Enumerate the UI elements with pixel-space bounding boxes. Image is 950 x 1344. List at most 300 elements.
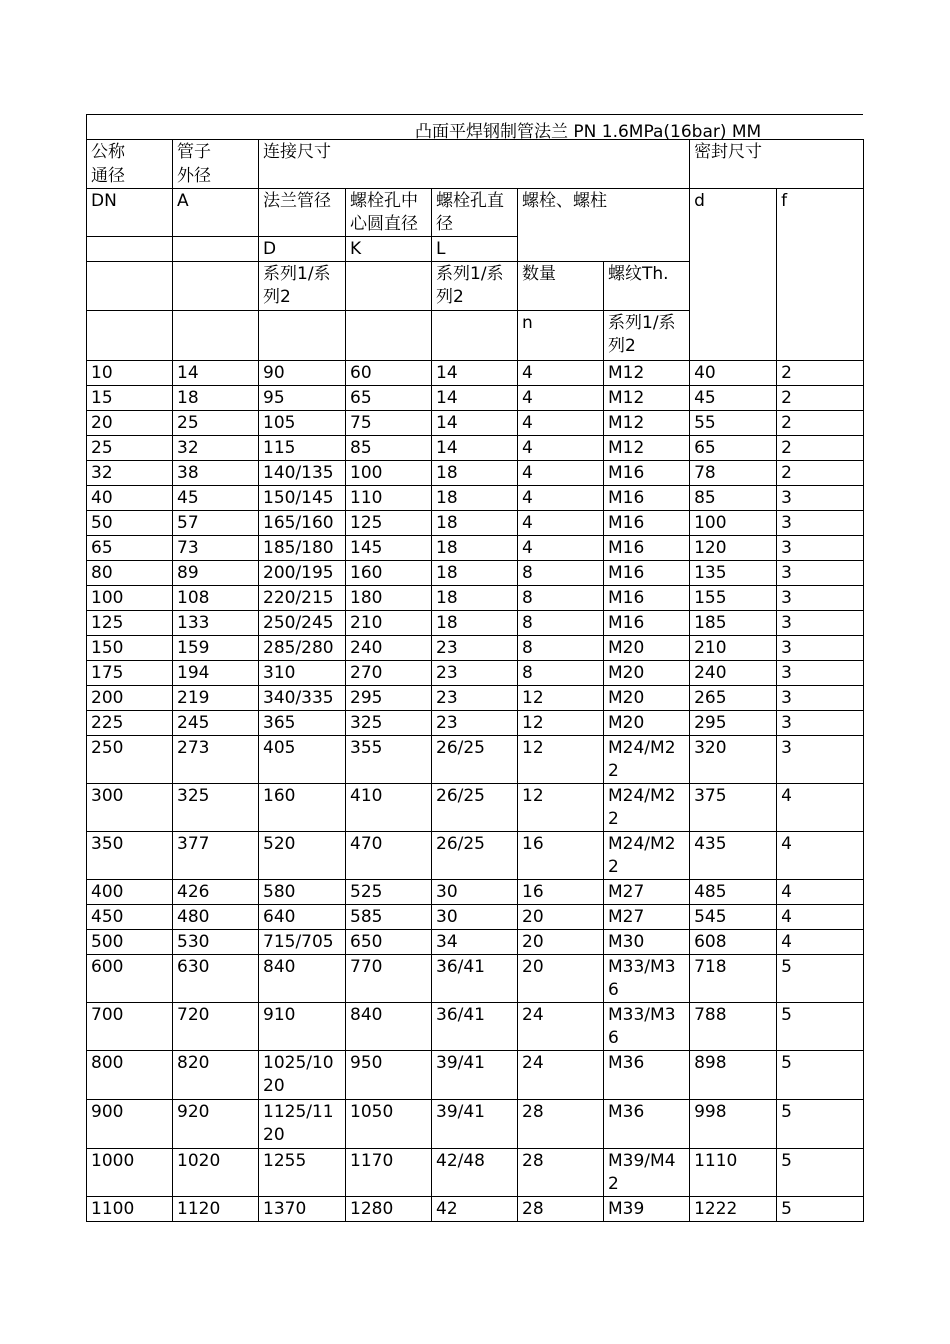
cell-d: 1370: [259, 1197, 346, 1222]
cell-d: 85: [690, 486, 777, 511]
cell-th: M16: [604, 586, 690, 611]
cell-d: 910: [259, 1003, 346, 1051]
cell-dn: 15: [87, 386, 173, 411]
cell-k: 840: [346, 1003, 432, 1051]
cell-d: 1025/1020: [259, 1051, 346, 1100]
cell-dn: 40: [87, 486, 173, 511]
cell-k: 585: [346, 905, 432, 930]
cell-dn: 20: [87, 411, 173, 436]
cell-d: 165/160: [259, 511, 346, 536]
cell-dn: 25: [87, 436, 173, 461]
cell-l: 26/25: [432, 784, 518, 832]
header-n: n: [518, 311, 604, 361]
header-flange-dia: 法兰管径: [259, 189, 346, 237]
cell-n: 4: [518, 386, 604, 411]
cell-f: 4: [777, 880, 864, 905]
cell-th: M33/M36: [604, 1003, 690, 1051]
cell-th: M12: [604, 386, 690, 411]
cell-th: M20: [604, 661, 690, 686]
cell-a: 38: [173, 461, 259, 486]
cell-f: 2: [777, 461, 864, 486]
cell-dn: 400: [87, 880, 173, 905]
cell-k: 1050: [346, 1100, 432, 1149]
cell-d: 608: [690, 930, 777, 955]
table-body: [87, 140, 864, 1222]
cell-n: 24: [518, 1051, 604, 1100]
cell-a: 325: [173, 784, 259, 832]
cell-l: 18: [432, 611, 518, 636]
cell-k: 650: [346, 930, 432, 955]
cell-d: 135: [690, 561, 777, 586]
cell-n: 20: [518, 955, 604, 1003]
header-empty: [432, 311, 518, 361]
table-row: [87, 1197, 864, 1222]
cell-l: 42: [432, 1197, 518, 1222]
cell-d: 898: [690, 1051, 777, 1100]
cell-a: 1020: [173, 1149, 259, 1197]
table-row: [87, 611, 864, 636]
cell-dn: 225: [87, 711, 173, 736]
table-row: [87, 930, 864, 955]
cell-th: M27: [604, 905, 690, 930]
cell-th: M36: [604, 1051, 690, 1100]
header-dn: DN: [87, 189, 173, 237]
cell-n: 12: [518, 686, 604, 711]
header-empty: [87, 311, 173, 361]
table-row: [87, 511, 864, 536]
cell-f: 3: [777, 611, 864, 636]
cell-th: M16: [604, 486, 690, 511]
cell-n: 8: [518, 611, 604, 636]
cell-n: 28: [518, 1149, 604, 1197]
cell-n: 8: [518, 636, 604, 661]
cell-l: 18: [432, 586, 518, 611]
cell-a: 14: [173, 361, 259, 386]
cell-n: 28: [518, 1197, 604, 1222]
cell-l: 14: [432, 386, 518, 411]
cell-d: 285/280: [259, 636, 346, 661]
cell-l: 36/41: [432, 955, 518, 1003]
cell-d: 155: [690, 586, 777, 611]
cell-a: 245: [173, 711, 259, 736]
table-row: [87, 436, 864, 461]
cell-n: 4: [518, 436, 604, 461]
cell-f: 4: [777, 930, 864, 955]
cell-l: 23: [432, 686, 518, 711]
cell-th: M20: [604, 711, 690, 736]
cell-d: 185/180: [259, 536, 346, 561]
cell-th: M27: [604, 880, 690, 905]
cell-f: 5: [777, 1003, 864, 1051]
cell-a: 480: [173, 905, 259, 930]
flange-spec-sheet: [86, 114, 863, 1222]
cell-th: M16: [604, 611, 690, 636]
cell-n: 8: [518, 586, 604, 611]
header-empty: [346, 262, 432, 311]
cell-th: M33/M36: [604, 955, 690, 1003]
table-row: [87, 1051, 864, 1100]
header-empty: [173, 311, 259, 361]
header-a: A: [173, 189, 259, 237]
cell-th: M12: [604, 361, 690, 386]
cell-k: 85: [346, 436, 432, 461]
header-row-1: [87, 140, 864, 165]
cell-a: 45: [173, 486, 259, 511]
cell-l: 23: [432, 636, 518, 661]
cell-l: 14: [432, 436, 518, 461]
cell-a: 108: [173, 586, 259, 611]
cell-l: 14: [432, 361, 518, 386]
cell-f: 2: [777, 411, 864, 436]
cell-l: 18: [432, 561, 518, 586]
cell-k: 145: [346, 536, 432, 561]
cell-dn: 1000: [87, 1149, 173, 1197]
cell-d: 95: [259, 386, 346, 411]
cell-f: 3: [777, 636, 864, 661]
cell-th: M24/M22: [604, 736, 690, 784]
cell-a: 32: [173, 436, 259, 461]
cell-n: 4: [518, 486, 604, 511]
cell-a: 57: [173, 511, 259, 536]
cell-a: 273: [173, 736, 259, 784]
cell-k: 75: [346, 411, 432, 436]
cell-th: M16: [604, 511, 690, 536]
cell-d: 45: [690, 386, 777, 411]
cell-d: 1110: [690, 1149, 777, 1197]
cell-n: 28: [518, 1100, 604, 1149]
cell-k: 470: [346, 832, 432, 880]
header-empty: [346, 311, 432, 361]
cell-d: 210: [690, 636, 777, 661]
cell-n: 16: [518, 880, 604, 905]
cell-a: 133: [173, 611, 259, 636]
cell-k: 950: [346, 1051, 432, 1100]
cell-l: 18: [432, 536, 518, 561]
header-series-l: 系列1/系列2: [432, 262, 518, 311]
cell-d: 220/215: [259, 586, 346, 611]
cell-k: 1280: [346, 1197, 432, 1222]
cell-d: 545: [690, 905, 777, 930]
cell-n: 12: [518, 711, 604, 736]
cell-a: 1120: [173, 1197, 259, 1222]
table-row: [87, 586, 864, 611]
cell-th: M20: [604, 636, 690, 661]
cell-dn: 50: [87, 511, 173, 536]
cell-f: 5: [777, 1197, 864, 1222]
table-row: [87, 1100, 864, 1149]
cell-a: 920: [173, 1100, 259, 1149]
header-empty: [87, 262, 173, 311]
table-row: [87, 486, 864, 511]
flange-table: [86, 139, 864, 1222]
cell-d: 100: [690, 511, 777, 536]
cell-d: 265: [690, 686, 777, 711]
cell-k: 270: [346, 661, 432, 686]
cell-n: 8: [518, 561, 604, 586]
cell-d: 78: [690, 461, 777, 486]
cell-f: 4: [777, 784, 864, 832]
header-qty: 数量: [518, 262, 604, 311]
header-f: f: [777, 189, 864, 361]
cell-dn: 65: [87, 536, 173, 561]
cell-k: 240: [346, 636, 432, 661]
cell-f: 5: [777, 955, 864, 1003]
cell-dn: 900: [87, 1100, 173, 1149]
cell-k: 1170: [346, 1149, 432, 1197]
cell-th: M16: [604, 536, 690, 561]
cell-th: M39/M42: [604, 1149, 690, 1197]
cell-d: 405: [259, 736, 346, 784]
cell-a: 219: [173, 686, 259, 711]
cell-d: 200/195: [259, 561, 346, 586]
cell-k: 100: [346, 461, 432, 486]
table-row: [87, 636, 864, 661]
cell-k: 210: [346, 611, 432, 636]
cell-f: 4: [777, 905, 864, 930]
cell-a: 89: [173, 561, 259, 586]
cell-d: 40: [690, 361, 777, 386]
table-row: [87, 536, 864, 561]
cell-d: 65: [690, 436, 777, 461]
cell-d: 295: [690, 711, 777, 736]
cell-n: 12: [518, 784, 604, 832]
cell-n: 24: [518, 1003, 604, 1051]
cell-k: 525: [346, 880, 432, 905]
header-bolt-hole-dia: 螺栓孔直径: [432, 189, 518, 237]
cell-k: 110: [346, 486, 432, 511]
cell-f: 5: [777, 1051, 864, 1100]
cell-dn: 250: [87, 736, 173, 784]
cell-a: 530: [173, 930, 259, 955]
cell-k: 180: [346, 586, 432, 611]
cell-f: 2: [777, 436, 864, 461]
cell-d: 580: [259, 880, 346, 905]
header-empty: [259, 311, 346, 361]
cell-th: M16: [604, 561, 690, 586]
cell-l: 36/41: [432, 1003, 518, 1051]
cell-d: 320: [690, 736, 777, 784]
cell-a: 630: [173, 955, 259, 1003]
cell-dn: 32: [87, 461, 173, 486]
header-bolt-circle: 螺栓孔中心圆直径: [346, 189, 432, 237]
cell-f: 2: [777, 386, 864, 411]
cell-d: 150/145: [259, 486, 346, 511]
cell-d: 1222: [690, 1197, 777, 1222]
cell-f: 3: [777, 661, 864, 686]
table-row: [87, 361, 864, 386]
header-bolts: 螺栓、螺柱: [518, 189, 690, 262]
cell-d: 105: [259, 411, 346, 436]
table-row: [87, 832, 864, 880]
cell-dn: 10: [87, 361, 173, 386]
cell-k: 410: [346, 784, 432, 832]
cell-l: 26/25: [432, 832, 518, 880]
header-pipe-2: 外径: [173, 164, 259, 189]
header-empty: [173, 237, 259, 262]
cell-n: 8: [518, 661, 604, 686]
header-L: L: [432, 237, 518, 262]
cell-l: 30: [432, 880, 518, 905]
header-nominal-1: 公称: [87, 140, 173, 165]
cell-d: 240: [690, 661, 777, 686]
cell-d: 718: [690, 955, 777, 1003]
cell-dn: 80: [87, 561, 173, 586]
cell-f: 3: [777, 586, 864, 611]
cell-a: 426: [173, 880, 259, 905]
cell-n: 4: [518, 361, 604, 386]
cell-th: M12: [604, 411, 690, 436]
cell-d: 55: [690, 411, 777, 436]
cell-f: 3: [777, 536, 864, 561]
cell-th: M12: [604, 436, 690, 461]
cell-dn: 300: [87, 784, 173, 832]
cell-th: M39: [604, 1197, 690, 1222]
cell-a: 194: [173, 661, 259, 686]
cell-dn: 125: [87, 611, 173, 636]
title-row: [86, 114, 863, 142]
cell-a: 159: [173, 636, 259, 661]
cell-d: 520: [259, 832, 346, 880]
cell-f: 3: [777, 736, 864, 784]
cell-dn: 800: [87, 1051, 173, 1100]
cell-k: 325: [346, 711, 432, 736]
header-empty: [173, 262, 259, 311]
cell-d: 485: [690, 880, 777, 905]
header-D: D: [259, 237, 346, 262]
cell-n: 4: [518, 461, 604, 486]
table-row: [87, 1149, 864, 1197]
cell-dn: 1100: [87, 1197, 173, 1222]
table-row: [87, 736, 864, 784]
cell-l: 30: [432, 905, 518, 930]
cell-l: 23: [432, 711, 518, 736]
table-row: [87, 905, 864, 930]
table-row: [87, 784, 864, 832]
cell-th: M16: [604, 461, 690, 486]
cell-d: 185: [690, 611, 777, 636]
cell-a: 377: [173, 832, 259, 880]
header-series-d: 系列1/系列2: [259, 262, 346, 311]
cell-k: 295: [346, 686, 432, 711]
cell-d: 435: [690, 832, 777, 880]
cell-k: 770: [346, 955, 432, 1003]
header-thread: 螺纹Th.: [604, 262, 690, 311]
header-K: K: [346, 237, 432, 262]
cell-f: 3: [777, 686, 864, 711]
cell-n: 4: [518, 511, 604, 536]
header-connection: 连接尺寸: [259, 140, 690, 189]
cell-n: 4: [518, 411, 604, 436]
cell-f: 3: [777, 511, 864, 536]
cell-f: 4: [777, 832, 864, 880]
cell-th: M24/M22: [604, 784, 690, 832]
cell-n: 16: [518, 832, 604, 880]
cell-n: 12: [518, 736, 604, 784]
cell-a: 820: [173, 1051, 259, 1100]
cell-d: 1255: [259, 1149, 346, 1197]
cell-a: 73: [173, 536, 259, 561]
header-empty: [87, 237, 173, 262]
table-row: [87, 686, 864, 711]
cell-dn: 150: [87, 636, 173, 661]
header-row-3: [87, 189, 864, 237]
cell-th: M24/M22: [604, 832, 690, 880]
cell-f: 3: [777, 486, 864, 511]
cell-k: 65: [346, 386, 432, 411]
page-title: 凸面平焊钢制管法兰 PN 1.6MPa(16bar) MM: [415, 122, 762, 142]
cell-dn: 450: [87, 905, 173, 930]
header-series-th: 系列1/系列2: [604, 311, 690, 361]
cell-th: M36: [604, 1100, 690, 1149]
cell-l: 18: [432, 461, 518, 486]
cell-d: 160: [259, 784, 346, 832]
table-row: [87, 411, 864, 436]
cell-d: 120: [690, 536, 777, 561]
cell-n: 20: [518, 930, 604, 955]
cell-d: 375: [690, 784, 777, 832]
cell-dn: 700: [87, 1003, 173, 1051]
header-nominal-2: 通径: [87, 164, 173, 189]
cell-f: 3: [777, 711, 864, 736]
cell-l: 39/41: [432, 1100, 518, 1149]
header-pipe-1: 管子: [173, 140, 259, 165]
cell-f: 3: [777, 561, 864, 586]
cell-f: 5: [777, 1100, 864, 1149]
cell-d: 140/135: [259, 461, 346, 486]
cell-k: 60: [346, 361, 432, 386]
cell-th: M30: [604, 930, 690, 955]
cell-dn: 500: [87, 930, 173, 955]
cell-dn: 200: [87, 686, 173, 711]
table-row: [87, 461, 864, 486]
cell-n: 4: [518, 536, 604, 561]
cell-d: 90: [259, 361, 346, 386]
cell-l: 42/48: [432, 1149, 518, 1197]
cell-d: 365: [259, 711, 346, 736]
cell-l: 39/41: [432, 1051, 518, 1100]
cell-d: 640: [259, 905, 346, 930]
cell-d: 840: [259, 955, 346, 1003]
cell-l: 34: [432, 930, 518, 955]
cell-d: 340/335: [259, 686, 346, 711]
table-row: [87, 711, 864, 736]
table-row: [87, 561, 864, 586]
cell-l: 26/25: [432, 736, 518, 784]
cell-d: 998: [690, 1100, 777, 1149]
cell-n: 20: [518, 905, 604, 930]
table-row: [87, 955, 864, 1003]
cell-dn: 100: [87, 586, 173, 611]
cell-dn: 600: [87, 955, 173, 1003]
cell-d: 115: [259, 436, 346, 461]
cell-a: 18: [173, 386, 259, 411]
cell-d: 310: [259, 661, 346, 686]
cell-l: 18: [432, 486, 518, 511]
cell-k: 160: [346, 561, 432, 586]
cell-k: 355: [346, 736, 432, 784]
cell-d: 715/705: [259, 930, 346, 955]
cell-a: 720: [173, 1003, 259, 1051]
cell-f: 5: [777, 1149, 864, 1197]
table-row: [87, 1003, 864, 1051]
table-row: [87, 880, 864, 905]
cell-d: 788: [690, 1003, 777, 1051]
cell-dn: 175: [87, 661, 173, 686]
cell-d: 1125/1120: [259, 1100, 346, 1149]
table-row: [87, 661, 864, 686]
cell-th: M20: [604, 686, 690, 711]
cell-f: 2: [777, 361, 864, 386]
